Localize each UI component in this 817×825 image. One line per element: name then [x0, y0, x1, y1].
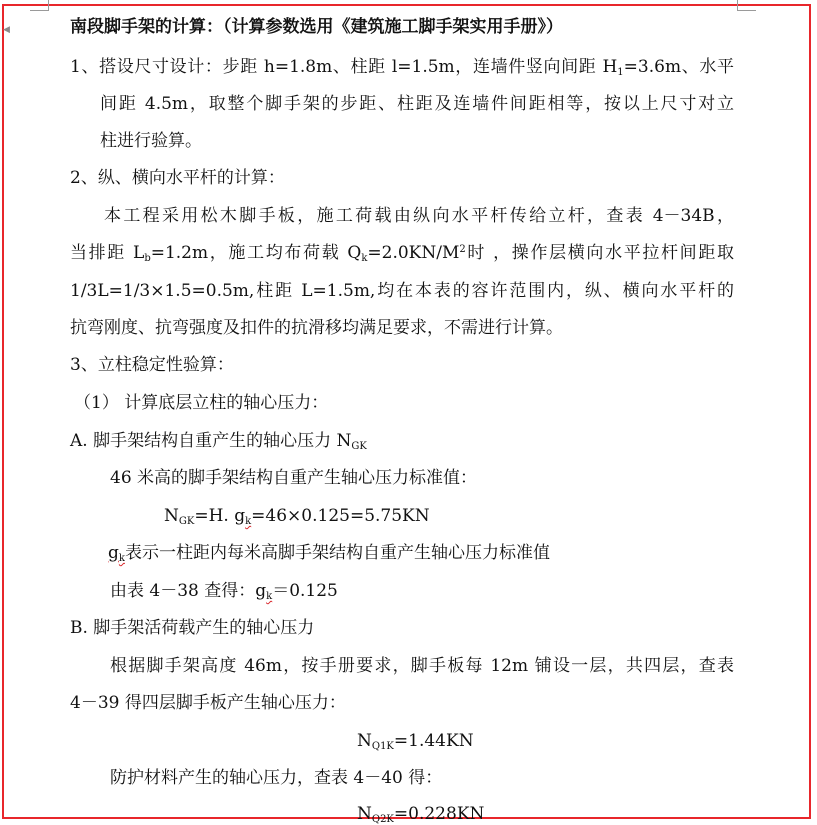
part-b-line-2: 4－39 得四层脚手板产生轴心压力： — [70, 693, 346, 713]
part-b-formula-1: $N_{Q1K}=1.44KN$ — [357, 731, 474, 752]
item-2-line-1: 本工程采用松木脚手板，施工荷载由纵向水平杆传给立杆，查表 4－34B， — [104, 206, 734, 226]
item-2-line-4: 抗弯刚度、抗弯强度及扣件的抗滑移均满足要求，不需进行计算。 — [70, 318, 563, 338]
crop-mark-top-right — [737, 0, 756, 11]
part-a-title: A. 脚手架结构自重产生的轴心压力 $N_{GK}$ — [70, 431, 367, 452]
item-1-line-1: 1、搭设尺寸设计：步距 h=1.8m、柱距 l=1.5m，连墙件竖向间距 $H_1=3.6m$、水平 — [70, 57, 734, 78]
item-2-line-3: 1/3L=1/3×1.5=0.5m,柱距 L=1.5m,均在本表的容许范围内，纵、横向水平杆的 — [70, 281, 734, 301]
part-b-line-1: 根据脚手架高度 46m，按手册要求，脚手板每 12m 铺设一层，共四层，查表 — [110, 656, 734, 676]
part-a-line-1: 46 米高的脚手架结构自重产生轴心压力标准值： — [110, 468, 478, 488]
item-3-title: 3、立柱稳定性验算： — [70, 355, 234, 375]
part-a-line-3: 由表 4－38 查得：$g_k=0.125$ — [110, 581, 338, 602]
item-1-line-3: 柱进行验算。 — [100, 131, 202, 151]
part-b-line-3: 防护材料产生的轴心压力，查表 4－40 得： — [110, 768, 443, 788]
item-2-title: 2、纵、横向水平杆的计算： — [70, 168, 285, 188]
section-heading: 南段脚手架的计算：（计算参数选用《建筑施工脚手架实用手册》） — [70, 17, 563, 37]
part-a-formula: $N_{GK}=H$. $g_k=46\times 0.125=5.75KN$ — [164, 506, 430, 527]
collapse-arrow-icon[interactable]: ◀ — [3, 25, 10, 35]
item-2-line-2: 当排距 $L_b=1.2m$，施工均布荷载 $Q_k=2.0KN/M^2$时 ，操作层横向水平拉杆间距取 — [70, 243, 734, 264]
part-a-line-2: $g_k$表示一柱距内每米高脚手架结构自重产生轴心压力标准值 — [108, 543, 550, 564]
item-3-sub-1: （1） 计算底层立柱的轴心压力： — [74, 393, 329, 413]
item-1-line-2: 间距 4.5m，取整个脚手架的步距、柱距及连墙件间距相等，按以上尺寸对立 — [100, 94, 734, 114]
part-b-formula-2: $N_{Q2K}=0.228KN$ — [357, 804, 485, 825]
crop-mark-top-left — [30, 0, 49, 11]
part-b-title: B. 脚手架活荷载产生的轴心压力 — [70, 618, 315, 638]
